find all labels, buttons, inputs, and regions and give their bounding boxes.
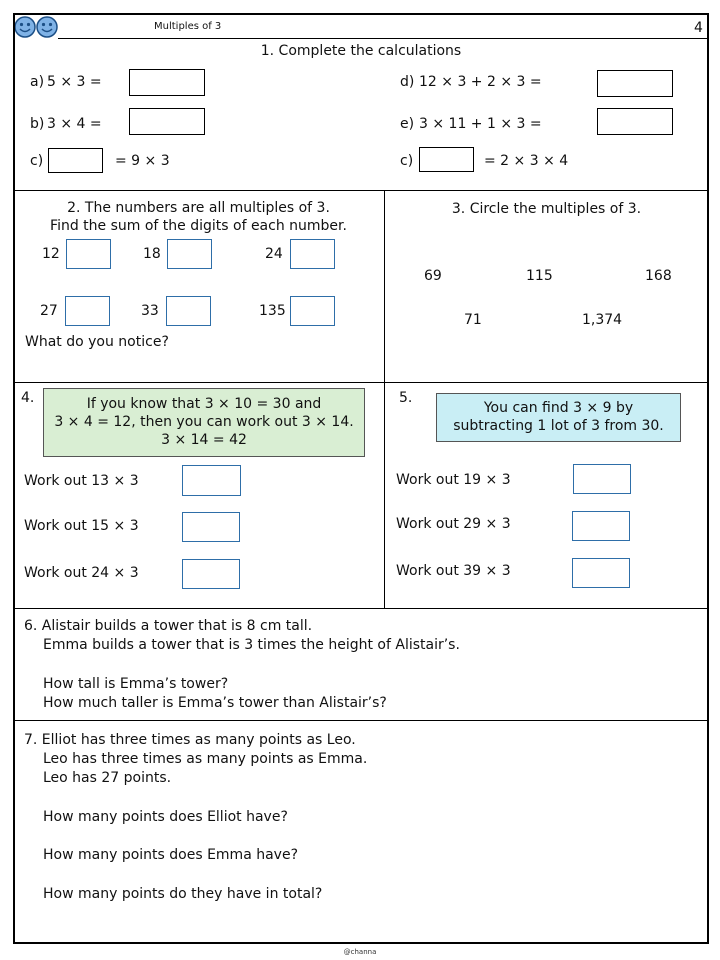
q1f-label: c) <box>400 153 414 169</box>
q1c-expression: = 9 × 3 <box>115 153 170 169</box>
q4-hint-box <box>43 388 365 457</box>
q3-number[interactable]: 1,374 <box>582 312 623 328</box>
q4-answer-box[interactable] <box>182 559 240 589</box>
q5-item: Work out 39 × 3 <box>396 563 511 579</box>
q1c-label: c) <box>30 153 44 169</box>
q5-item: Work out 29 × 3 <box>396 516 511 532</box>
q7-line1: 7. Elliot has three times as many points as Leo. <box>24 732 356 748</box>
q3-number[interactable]: 71 <box>464 312 482 328</box>
q1b-answer-box[interactable] <box>129 108 205 135</box>
q1c-answer-box[interactable] <box>48 148 103 173</box>
q1f-expression: = 2 × 3 × 4 <box>484 153 569 169</box>
q1a-label: a) <box>30 74 45 90</box>
q2-answer-box[interactable] <box>166 296 211 326</box>
header-divider <box>58 38 709 39</box>
q7-question: How many points do they have in total? <box>43 886 323 902</box>
q6-line1: 6. Alistair builds a tower that is 8 cm tall. <box>24 618 313 634</box>
q3-number[interactable]: 69 <box>424 268 442 284</box>
divider <box>13 190 709 191</box>
q1-title: 1. Complete the calculations <box>260 43 462 59</box>
q1f-answer-box[interactable] <box>419 147 474 172</box>
q5-answer-box[interactable] <box>573 464 631 494</box>
q4-hint-line: 3 × 4 = 12, then you can work out 3 × 14. <box>54 414 354 430</box>
q4-item: Work out 24 × 3 <box>24 565 139 581</box>
q2-number: 12 <box>42 246 60 262</box>
q6-line2: Emma builds a tower that is 3 times the height of Alistair’s. <box>43 637 460 653</box>
q2-notice: What do you notice? <box>25 334 169 350</box>
q3-title: 3. Circle the multiples of 3. <box>451 201 642 217</box>
q7-line3: Leo has 27 points. <box>43 770 172 786</box>
q7-line2: Leo has three times as many points as Emma. <box>43 751 368 767</box>
worksheet-title: Multiples of 3 <box>154 21 222 32</box>
q5-hint-line: subtracting 1 lot of 3 from 30. <box>453 418 664 434</box>
q6-question: How tall is Emma’s tower? <box>43 676 229 692</box>
q2-number: 24 <box>265 246 283 262</box>
q1d-label: d) <box>400 74 415 90</box>
q1a-answer-box[interactable] <box>129 69 205 96</box>
q2-number: 27 <box>40 303 58 319</box>
q1d-answer-box[interactable] <box>597 70 673 97</box>
q4-label: 4. <box>21 390 35 406</box>
divider <box>13 382 709 383</box>
q1e-expression: 3 × 11 + 1 × 3 = <box>419 116 542 132</box>
q4-hint-line: If you know that 3 × 10 = 30 and <box>86 396 322 412</box>
q2-answer-box[interactable] <box>290 239 335 269</box>
q2-line1: 2. The numbers are all multiples of 3. <box>67 200 330 216</box>
q2-answer-box[interactable] <box>167 239 212 269</box>
q7-question: How many points does Elliot have? <box>43 809 288 825</box>
q1b-label: b) <box>30 116 45 132</box>
q2-answer-box[interactable] <box>65 296 110 326</box>
q4-item: Work out 13 × 3 <box>24 473 139 489</box>
q2-answer-box[interactable] <box>290 296 335 326</box>
q4-answer-box[interactable] <box>182 465 241 496</box>
q7-question: How many points does Emma have? <box>43 847 299 863</box>
q4-hint-line: 3 × 14 = 42 <box>161 432 247 448</box>
q1e-label: e) <box>400 116 415 132</box>
q4-item: Work out 15 × 3 <box>24 518 139 534</box>
q3-number[interactable]: 115 <box>526 268 553 284</box>
q1d-expression: 12 × 3 + 2 × 3 = <box>419 74 542 90</box>
page-number: 4 <box>694 20 703 36</box>
q5-item: Work out 19 × 3 <box>396 472 511 488</box>
q1a-expression: 5 × 3 = <box>47 74 102 90</box>
q4-answer-box[interactable] <box>182 512 240 542</box>
q5-hint-line: You can find 3 × 9 by <box>483 400 634 416</box>
q2-answer-box[interactable] <box>66 239 111 269</box>
q1b-expression: 3 × 4 = <box>47 116 102 132</box>
footer-credit: @channa <box>343 948 377 956</box>
q2-number: 18 <box>143 246 161 262</box>
q5-label: 5. <box>399 390 413 406</box>
q5-hint-box <box>436 393 681 442</box>
divider <box>13 720 709 721</box>
q5-answer-box[interactable] <box>572 558 630 588</box>
divider <box>13 608 709 609</box>
q2-number: 33 <box>141 303 159 319</box>
q5-answer-box[interactable] <box>572 511 630 541</box>
q6-question: How much taller is Emma’s tower than Alistair’s? <box>43 695 387 711</box>
q1e-answer-box[interactable] <box>597 108 673 135</box>
q2-line2: Find the sum of the digits of each number. <box>50 218 347 234</box>
column-divider <box>384 190 385 608</box>
q2-number: 135 <box>259 303 286 319</box>
q3-number[interactable]: 168 <box>645 268 672 284</box>
